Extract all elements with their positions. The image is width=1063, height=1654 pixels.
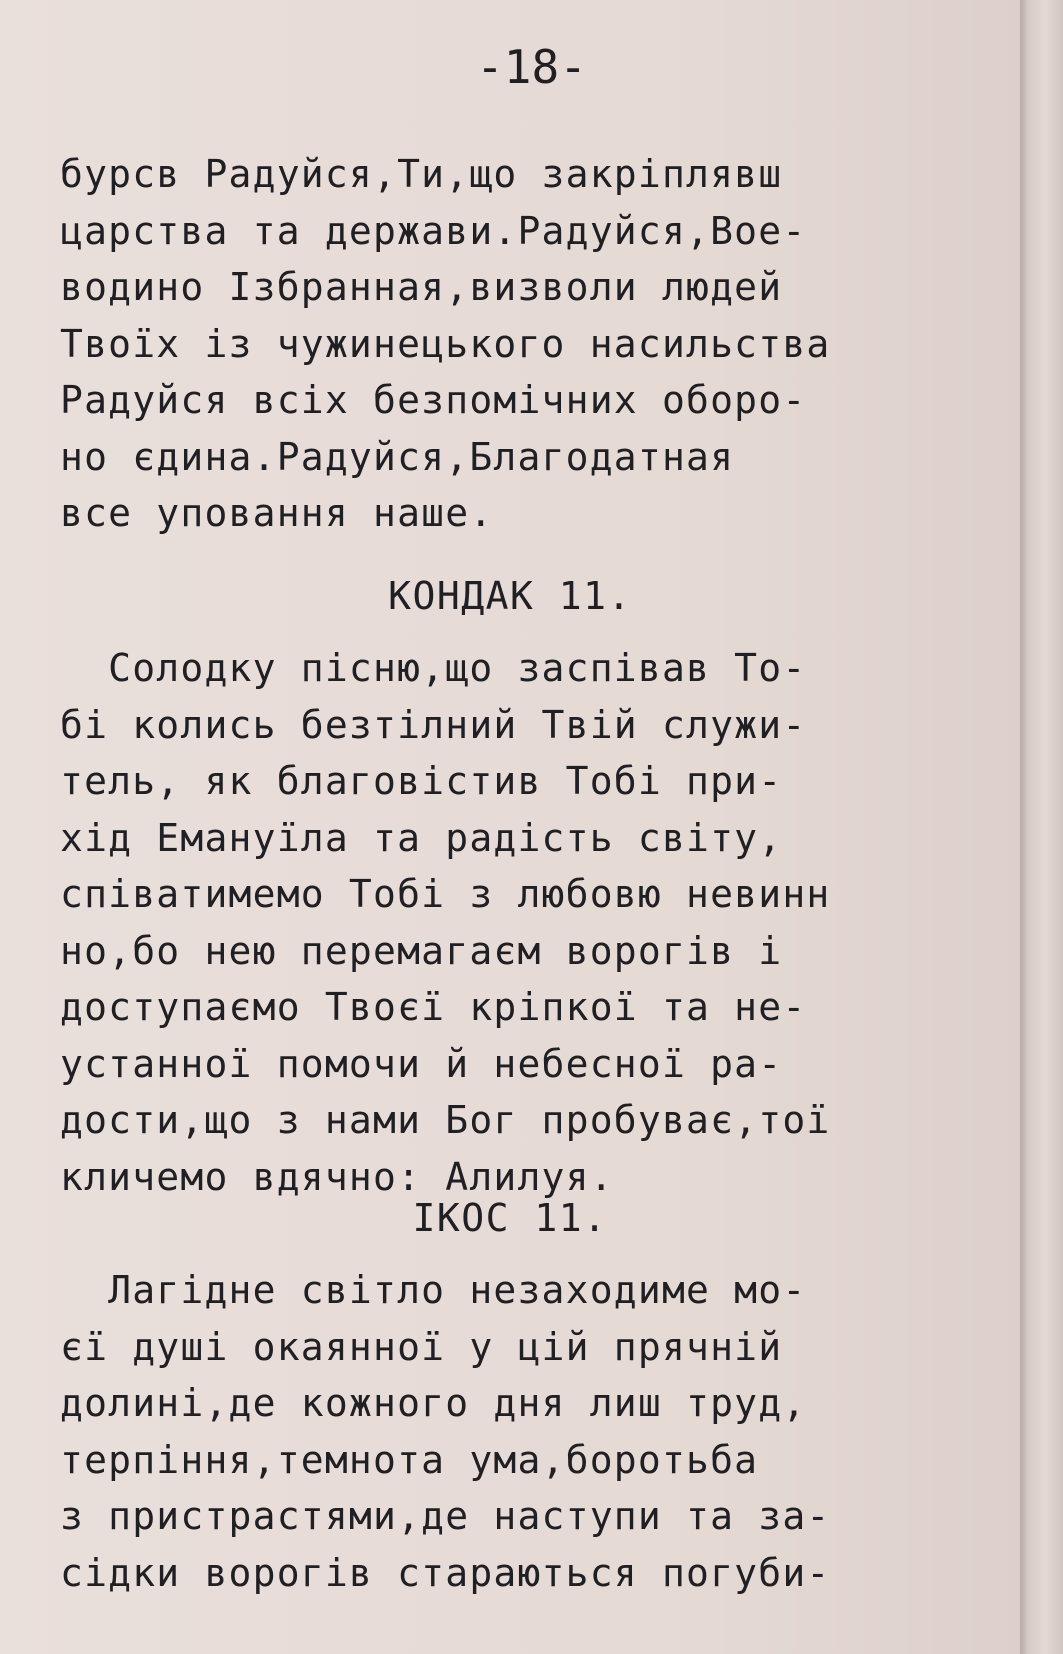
text-line: кличемо вдячно: Алилуя. xyxy=(60,1154,614,1199)
paragraph-1 xyxy=(60,146,831,542)
heading-kondak: КОНДАК 11. xyxy=(388,574,632,618)
paragraph-3 xyxy=(60,1262,831,1601)
text-line: Твоїх із чужинецького насильства xyxy=(60,321,831,366)
page-binding-edge xyxy=(1020,0,1063,1654)
text-line: устанної помочи й небесної ра- xyxy=(60,1041,783,1086)
text-line: но єдина.Радуйся,Благодатная xyxy=(60,434,735,479)
text-line: терпіння,темнота ума,боротьба xyxy=(60,1437,759,1482)
text-line: все уповання наше. xyxy=(60,491,494,535)
text-line: тель, як благовістив Тобі при- xyxy=(60,759,783,803)
text-line: водино Ізбранная,визволи людей xyxy=(60,265,783,309)
text-line: співатимемо Тобі з любовю невинн xyxy=(60,872,831,916)
text-line: доступаємо Твоєї кріпкої та не- xyxy=(60,985,807,1029)
text-line: хід Емануїла та радість світу, xyxy=(60,815,783,860)
text-line: з пристрастями,де наступи та за- xyxy=(60,1494,831,1538)
text-line: Солодку пісню,що заспівав То- xyxy=(60,646,807,690)
text-line: долині,де кожного дня лиш труд, xyxy=(60,1381,807,1425)
text-line: дости,що з нами Бог пробуває,тої xyxy=(60,1098,831,1142)
text-line: но,бо нею перемагаєм ворогів і xyxy=(60,928,783,973)
page-number: -18- xyxy=(476,40,587,94)
text-line: бі колись безтілний Твій служи- xyxy=(60,702,807,747)
text-line: царства та держави.Радуйся,Вое- xyxy=(60,208,807,253)
heading-ikos: ІКОС 11. xyxy=(412,1196,608,1240)
text-line: Лагідне світло незаходиме мо- xyxy=(60,1268,807,1312)
text-line: бурсв Радуйся,Ти,що закріплявш xyxy=(60,152,783,196)
text-line: сідки ворогів стараються погуби- xyxy=(60,1550,831,1595)
text-line: єї душі окаянної у цій прячній xyxy=(60,1324,783,1369)
text-line: Радуйся всіх безпомічних оборо- xyxy=(60,378,807,422)
paragraph-2 xyxy=(60,640,831,1205)
